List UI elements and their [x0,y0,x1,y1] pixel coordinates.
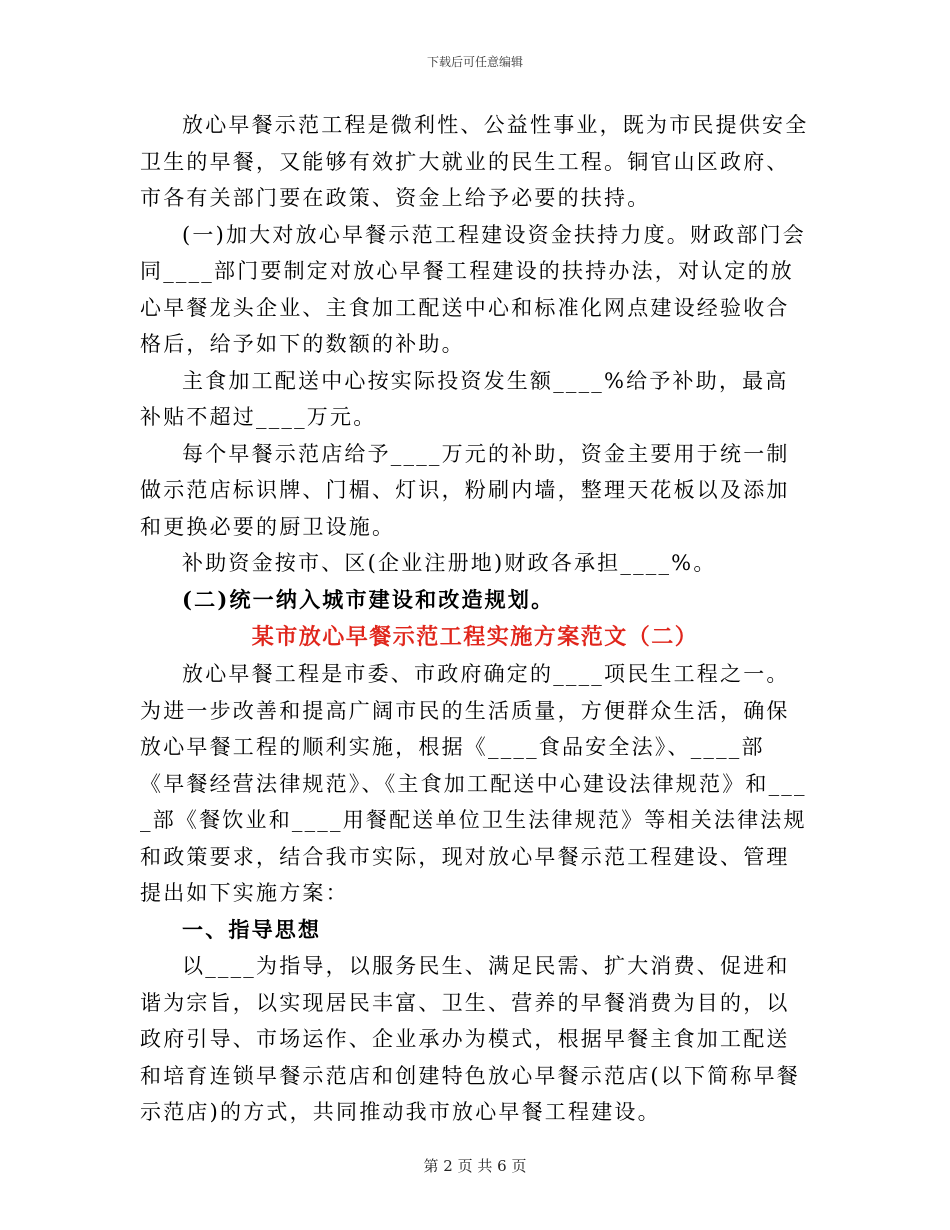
section-title: 某市放心早餐示范工程实施方案范文（二） [251,624,699,650]
paragraph-cost-share: 补助资金按市、区(企业注册地)财政各承担____%。 [182,551,717,575]
paragraph-background: 放心早餐工程是市委、市政府确定的____项民生工程之一。为进一步改善和提高广阔市民的生活质量，方便群众生活，确保放心早餐工程的顺利实施，根据《____食品安全法》、____部《早餐经营法律规范》、《主食加工配送中心建设法律规范》和____部《餐饮业和____用餐配送单位卫生法律规范》等相关法律法规和政策要求，结合我市实际，现对放心早餐示范工程建设、管理提出如下实施方案： [140,662,807,905]
paragraph-intro: 放心早餐示范工程是微利性、公益性事业，既为市民提供安全卫生的早餐，又能够有效扩大就业的民生工程。铜官山区政府、市各有关部门要在政策、资金上给予必要的扶持。 [140,113,809,210]
paragraph-guiding-ideology: 以____为指导，以服务民生、满足民需、扩大消费、促进和谐为宗旨，以实现居民丰富、卫生、营养的早餐消费为目的，以政府引导、市场运作、企业承办为模式，根据早餐主食加工配送和培育连锁早餐示范店和创建特色放心早餐示范店(以下简称早餐示范店)的方式，共同推动我市放心早餐工程建设。 [140,954,800,1124]
paragraph-center-subsidy: 主食加工配送中心按实际投资发生额____%给予补助，最高补贴不超过____万元。 [140,368,789,429]
page-footer: 第 2 页 共 6 页 [423,1157,527,1175]
paragraph-store-subsidy: 每个早餐示范店给予____万元的补助，资金主要用于统一制做示范店标识牌、门楣、灯识，粉刷内墙，整理天花板以及添加和更换必要的厨卫设施。 [140,441,790,539]
subheading-city-planning: (二)统一纳入城市建设和改造规划。 [182,586,555,612]
paragraph-funding: (一)加大对放心早餐示范工程建设资金扶持力度。财政部门会同____部门要制定对放心早餐工程建设的扶持办法，对认定的放心早餐龙头企业、主食加工配送中心和标准化网点建设经验收合格后，给予如下的数额的补助。 [140,222,806,356]
document-body [140,107,810,1131]
heading-guiding-ideology: 一、指导思想 [182,916,322,942]
page-header: 下载后可任意编辑 [426,55,523,69]
